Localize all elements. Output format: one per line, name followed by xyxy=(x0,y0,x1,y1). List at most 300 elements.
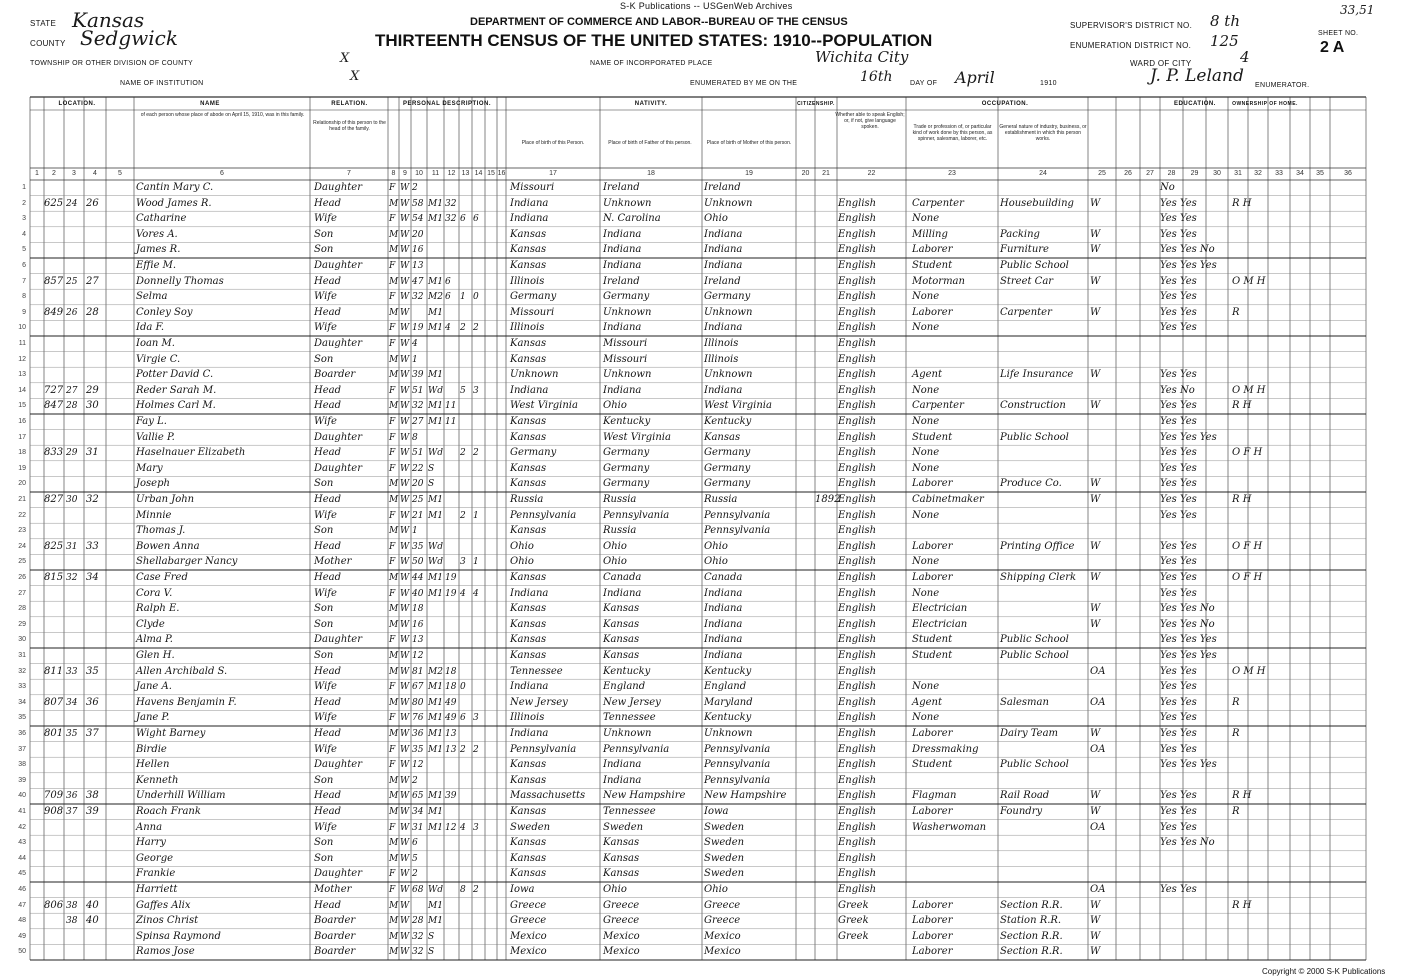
cell-ind: Dairy Team xyxy=(1000,728,1059,739)
cell-ms: M1 xyxy=(428,697,443,708)
row-number: 10 xyxy=(18,324,26,332)
cell-dw: 28 xyxy=(66,401,78,412)
cell-bp: Kansas xyxy=(510,416,547,427)
cell-fam: 38 xyxy=(86,790,99,802)
cell-born: 2 xyxy=(460,323,466,334)
cell-bf: Kansas xyxy=(603,618,640,630)
cell-ms: S xyxy=(428,463,435,474)
cell-age: 50 xyxy=(412,557,424,568)
cell-ms: M1 xyxy=(428,900,443,911)
cell-bp: Indiana xyxy=(510,213,549,225)
cell-race: W xyxy=(400,697,410,708)
cell-emp: OA xyxy=(1090,884,1106,895)
cell-bp: Kansas xyxy=(510,228,547,240)
cell-rel: Head xyxy=(314,790,342,802)
cell-bp: Greece xyxy=(510,899,547,911)
column-number: 33 xyxy=(1275,170,1283,177)
cell-rel: Son xyxy=(314,478,334,490)
cell-bf: West Virginia xyxy=(603,431,671,443)
cell-bp: Tennessee xyxy=(510,665,563,677)
row-number: 11 xyxy=(18,340,26,347)
place-label: NAME OF INCORPORATED PLACE xyxy=(590,60,713,67)
cell-lang: English xyxy=(838,634,877,646)
cell-born: 0 xyxy=(460,682,466,693)
cell-edu: Yes Yes Yes xyxy=(1160,431,1217,443)
cell-bf: Ohio xyxy=(603,556,627,568)
cell-name: Frankie xyxy=(136,868,176,880)
cell-bp: Kansas xyxy=(510,774,547,786)
cell-sex: F xyxy=(389,214,396,225)
cell-age: 36 xyxy=(412,729,424,739)
cell-bm: Germany xyxy=(704,462,751,474)
cell-yrs: 13 xyxy=(445,744,457,755)
cell-bm: Sweden xyxy=(704,868,745,880)
cell-name: Harry xyxy=(136,837,166,849)
section-relation: RELATION. xyxy=(331,101,368,107)
cell-sex: M xyxy=(389,947,399,958)
cell-bf: Germany xyxy=(603,462,650,474)
cell-sex: M xyxy=(389,526,399,537)
cell-born: 6 xyxy=(460,214,466,225)
row-number: 21 xyxy=(18,496,26,503)
cell-bf: Ireland xyxy=(603,182,640,193)
cell-sex: M xyxy=(389,931,399,942)
cell-bp: Indiana xyxy=(510,197,549,209)
cell-rel: Head xyxy=(314,806,342,817)
cell-trade: Agent xyxy=(912,696,942,708)
cell-rel: Wife xyxy=(314,291,337,303)
cell-trade: Student xyxy=(912,650,953,661)
cell-race: W xyxy=(400,541,410,552)
cell-sex: M xyxy=(389,401,399,412)
cell-rel: Son xyxy=(314,228,334,240)
cell-dw: 30 xyxy=(66,495,78,505)
cell-lang: English xyxy=(838,572,877,583)
row-number: 38 xyxy=(18,761,26,769)
cell-race: W xyxy=(400,651,410,661)
cell-bp: Missouri xyxy=(510,306,555,318)
cell-sex: M xyxy=(389,495,399,505)
row-number: 32 xyxy=(18,667,26,675)
cell-bf: Mexico xyxy=(603,946,640,958)
column-number: 17 xyxy=(549,170,557,177)
cell-sex: M xyxy=(389,276,399,287)
cell-name: Anna xyxy=(136,821,163,833)
cell-bf: New Hampshire xyxy=(603,790,686,802)
cell-liv: 2 xyxy=(473,323,479,334)
cell-name: Spinsa Raymond xyxy=(136,930,221,942)
cell-race: W xyxy=(400,853,410,864)
cell-emp: W xyxy=(1090,244,1101,256)
cell-edu: Yes Yes xyxy=(1160,400,1197,412)
cell-sex: F xyxy=(389,323,396,334)
cell-ind: Public School xyxy=(1000,431,1069,443)
state-value: Kansas xyxy=(72,8,145,32)
cell-edu: Yes Yes No xyxy=(1160,618,1215,630)
cell-bm: Pennsylvania xyxy=(704,759,771,771)
cell-lang: English xyxy=(838,821,877,833)
cell-sex: F xyxy=(389,448,396,459)
cell-race: W xyxy=(400,229,410,240)
cell-lang: English xyxy=(838,509,877,521)
cell-bf: Kentucky xyxy=(603,665,651,677)
cell-bf: Indiana xyxy=(603,260,642,271)
cell-sex: F xyxy=(389,292,396,303)
cell-sex: M xyxy=(389,229,399,240)
cell-ms: Wd xyxy=(428,885,444,895)
cell-emp: W xyxy=(1090,790,1101,802)
row-number: 41 xyxy=(18,808,26,815)
cell-rel: Boarder xyxy=(314,930,356,942)
cell-bm: Kentucky xyxy=(704,712,752,724)
cell-race: W xyxy=(400,729,410,739)
cell-bm: Pennsylvania xyxy=(704,743,771,755)
cell-ind: Street Car xyxy=(1000,275,1054,287)
cell-liv: 3 xyxy=(473,385,479,396)
cell-bp: Missouri xyxy=(510,182,555,193)
cell-bm: Pennsylvania xyxy=(704,509,771,521)
row-number: 23 xyxy=(18,527,26,535)
cell-yrs: 32 xyxy=(445,214,457,225)
cell-bf: Russia xyxy=(603,525,637,537)
section-education: EDUCATION. xyxy=(1174,101,1216,107)
cell-ms: M1 xyxy=(428,417,443,427)
cell-born: 4 xyxy=(460,822,466,833)
row-number: 6 xyxy=(22,262,26,269)
cell-edu: Yes Yes xyxy=(1160,821,1197,833)
cell-bm: Indiana xyxy=(704,244,743,256)
cell-age: 68 xyxy=(412,885,424,895)
cell-name: Ramos Jose xyxy=(136,946,195,958)
cell-age: 13 xyxy=(412,635,424,646)
cell-trade: Washerwoman xyxy=(912,821,987,833)
cell-rel: Head xyxy=(314,384,342,396)
cell-st: 727 xyxy=(44,384,64,396)
cell-lang: English xyxy=(838,603,877,615)
cell-trade: Electrician xyxy=(912,618,968,630)
cell-ind: Section R.R. xyxy=(1000,946,1063,958)
cell-fam: 37 xyxy=(86,728,99,739)
cell-sex: F xyxy=(389,588,396,599)
cell-ind: Carpenter xyxy=(1000,306,1052,318)
cell-ms: S xyxy=(428,947,435,958)
corner-number: 33,51 xyxy=(1340,3,1375,17)
cell-race: W xyxy=(400,183,410,193)
cell-bp: Germany xyxy=(510,447,557,459)
cell-yrs: 49 xyxy=(445,697,457,708)
cell-bp: Kansas xyxy=(510,353,547,365)
cell-race: W xyxy=(400,807,410,817)
cell-trade: None xyxy=(912,681,940,693)
cell-bf: N. Carolina xyxy=(603,213,661,225)
cell-trade: None xyxy=(912,462,940,474)
row-number: 8 xyxy=(22,293,26,301)
cell-age: 35 xyxy=(412,744,424,755)
cell-bf: Unknown xyxy=(603,197,652,209)
cell-age: 2 xyxy=(412,775,418,786)
sheet-label: SHEET NO. xyxy=(1318,30,1359,37)
cell-bm: New Hampshire xyxy=(704,790,787,802)
cell-rel: Wife xyxy=(314,416,337,427)
cell-ms: M1 xyxy=(428,214,443,225)
cell-lang: English xyxy=(838,790,877,802)
cell-age: 65 xyxy=(412,791,424,802)
cell-lang: English xyxy=(838,447,877,459)
cell-sex: F xyxy=(389,510,396,521)
cell-bp: Kansas xyxy=(510,525,547,537)
cell-own: O M H xyxy=(1232,665,1266,677)
cell-race: W xyxy=(400,198,410,209)
cell-race: W xyxy=(400,401,410,412)
cell-born: 2 xyxy=(460,448,466,459)
cell-rel: Head xyxy=(314,306,342,318)
cell-bp: Ohio xyxy=(510,540,534,552)
cell-rel: Son xyxy=(314,618,334,630)
cell-edu: Yes Yes No xyxy=(1160,837,1215,849)
cell-edu: No xyxy=(1160,182,1175,193)
row-number: 17 xyxy=(18,433,26,441)
cell-bf: Unknown xyxy=(603,306,652,318)
cell-trade: None xyxy=(912,384,940,396)
cell-bp: Germany xyxy=(510,291,557,303)
cell-name: Ida F. xyxy=(136,322,165,334)
cell-bp: Kansas xyxy=(510,462,547,474)
cell-imm: 1892 xyxy=(815,494,841,505)
cell-bm: Sweden xyxy=(704,837,745,849)
cell-bf: Indiana xyxy=(603,244,642,256)
cell-own: O F H xyxy=(1232,572,1263,583)
cell-ms: M2 xyxy=(428,292,443,303)
cell-name: Shellabarger Nancy xyxy=(136,556,238,568)
cell-sex: F xyxy=(389,385,396,396)
cell-trade: None xyxy=(912,213,940,225)
cell-name: Zinos Christ xyxy=(136,915,199,927)
cell-yrs: 6 xyxy=(445,292,451,303)
cell-yrs: 32 xyxy=(445,198,457,209)
cell-lang: English xyxy=(838,681,877,693)
cell-own: R xyxy=(1232,306,1240,318)
cell-rel: Head xyxy=(314,275,342,287)
cell-trade: Motorman xyxy=(912,275,965,287)
cell-ms: M1 xyxy=(428,495,443,505)
cell-race: W xyxy=(400,931,410,942)
cell-bp: Kansas xyxy=(510,572,547,583)
cell-emp: OA xyxy=(1090,821,1106,833)
cell-bm: Mexico xyxy=(704,930,741,942)
cell-lang: English xyxy=(838,431,877,443)
cell-bf: Indiana xyxy=(603,587,642,599)
cell-bm: Indiana xyxy=(704,634,743,646)
cell-lang: English xyxy=(838,759,877,771)
cell-sex: F xyxy=(389,760,396,771)
cell-race: W xyxy=(400,432,410,443)
column-number: 34 xyxy=(1296,170,1304,177)
column-header-birth-person: Place of birth of this Person. xyxy=(521,140,585,146)
department-title: DEPARTMENT OF COMMERCE AND LABOR--BUREAU OF THE CENSUS xyxy=(470,16,848,28)
enum-district-value: 125 xyxy=(1210,32,1239,50)
cell-name: Wight Barney xyxy=(136,728,206,739)
column-header-industry: General nature of industry, business, or establishment in which this person works. xyxy=(999,124,1087,142)
cell-name: Reder Sarah M. xyxy=(136,384,217,396)
column-number: 30 xyxy=(1213,170,1221,177)
cell-bp: Kansas xyxy=(510,603,547,615)
enumerated-label: ENUMERATED BY ME ON THE xyxy=(690,80,798,87)
cell-sex: M xyxy=(389,900,399,911)
column-number: 4 xyxy=(93,170,97,177)
cell-dw: 31 xyxy=(66,541,78,552)
cell-own: R xyxy=(1232,728,1240,739)
cell-ind: Section R.R. xyxy=(1000,930,1063,942)
cell-name: Virgie C. xyxy=(136,353,181,365)
cell-bp: Illinois xyxy=(510,322,545,334)
cell-fam: 29 xyxy=(86,384,99,396)
cell-st: 815 xyxy=(44,572,64,583)
cell-fam: 28 xyxy=(86,306,99,318)
cell-trade: Flagman xyxy=(912,790,957,802)
cell-yrs: 6 xyxy=(445,276,451,287)
cell-bp: Ohio xyxy=(510,556,534,568)
column-number: 28 xyxy=(1167,170,1176,177)
cell-edu: Yes Yes No xyxy=(1160,603,1215,615)
cell-dw: 38 xyxy=(66,916,78,927)
cell-sex: M xyxy=(389,245,399,256)
cell-rel: Daughter xyxy=(314,182,362,193)
cell-bf: Indiana xyxy=(603,774,642,786)
cell-sex: M xyxy=(389,916,399,927)
cell-bm: Pennsylvania xyxy=(704,774,771,786)
cell-lang: English xyxy=(838,494,877,505)
cell-sex: M xyxy=(389,651,399,661)
cell-liv: 2 xyxy=(473,885,479,895)
cell-bm: Germany xyxy=(704,291,751,303)
cell-bf: Greece xyxy=(603,899,640,911)
row-number: 14 xyxy=(18,386,26,394)
cell-yrs: 11 xyxy=(445,417,457,427)
cell-ind: Public School xyxy=(1000,634,1069,646)
cell-ind: Salesman xyxy=(1000,696,1049,708)
cell-own: O F H xyxy=(1232,540,1263,552)
cell-rel: Boarder xyxy=(314,915,356,927)
cell-bm: Indiana xyxy=(704,603,743,615)
column-number: 3 xyxy=(72,170,76,177)
cell-own: R xyxy=(1232,696,1240,708)
cell-emp: W xyxy=(1090,197,1101,209)
cell-edu: Yes Yes xyxy=(1160,556,1197,568)
cell-dw: 24 xyxy=(66,198,78,209)
cell-lang: English xyxy=(838,525,877,537)
cell-sex: M xyxy=(389,853,399,864)
cell-trade: Student xyxy=(912,634,953,646)
cell-rel: Head xyxy=(314,696,342,708)
cell-bf: Kentucky xyxy=(603,416,651,427)
cell-race: W xyxy=(400,307,410,318)
section-occupation: OCCUPATION. xyxy=(981,101,1029,107)
cell-trade: Student xyxy=(912,431,953,443)
day-of-label: DAY OF xyxy=(910,80,938,87)
column-number: 14 xyxy=(474,170,483,177)
cell-bp: Indiana xyxy=(510,384,549,396)
cell-bf: Kansas xyxy=(603,852,640,864)
section-location: LOCATION. xyxy=(58,101,96,107)
section-name: NAME xyxy=(200,101,220,107)
cell-bf: Greece xyxy=(603,915,640,927)
cell-sex: F xyxy=(389,682,396,693)
cell-age: 1 xyxy=(412,526,418,537)
cell-rel: Daughter xyxy=(314,462,362,474)
column-number: 32 xyxy=(1254,170,1262,177)
cell-rel: Mother xyxy=(314,884,352,895)
cell-age: 22 xyxy=(412,463,424,474)
cell-st: 801 xyxy=(44,728,64,739)
cell-liv: 4 xyxy=(473,588,479,599)
cell-lang: English xyxy=(838,400,877,412)
cell-bf: Russia xyxy=(603,494,637,505)
cell-lang: English xyxy=(838,291,877,303)
cell-lang: English xyxy=(838,665,877,677)
cell-edu: Yes Yes xyxy=(1160,291,1197,303)
cell-rel: Son xyxy=(314,525,334,537)
cell-dw: 32 xyxy=(66,573,78,583)
cell-race: W xyxy=(400,604,410,615)
cell-edu: Yes Yes xyxy=(1160,197,1197,209)
page-title: THIRTEENTH CENSUS OF THE UNITED STATES: 1910--POPULATION xyxy=(375,31,933,50)
cell-rel: Daughter xyxy=(314,634,362,646)
cell-bp: Kansas xyxy=(510,634,547,646)
cell-ms: M1 xyxy=(428,682,443,693)
cell-age: 4 xyxy=(412,339,418,349)
cell-rel: Boarder xyxy=(314,946,356,958)
cell-ms: M1 xyxy=(428,916,443,927)
cell-trade: Laborer xyxy=(912,806,953,817)
cell-age: 8 xyxy=(412,432,418,443)
cell-lang: English xyxy=(838,462,877,474)
cell-age: 20 xyxy=(412,479,424,490)
cell-name: George xyxy=(136,852,174,864)
cell-name: Fay L. xyxy=(136,416,167,427)
cell-sex: M xyxy=(389,838,399,849)
cell-edu: Yes Yes xyxy=(1160,712,1197,724)
cell-bp: Kansas xyxy=(510,759,547,771)
row-number: 39 xyxy=(18,776,26,784)
cell-age: 54 xyxy=(412,214,424,225)
row-number: 19 xyxy=(18,464,26,472)
cell-rel: Son xyxy=(314,244,334,256)
cell-emp: W xyxy=(1090,572,1101,583)
cell-age: 18 xyxy=(412,604,424,615)
row-number: 12 xyxy=(18,355,26,363)
cell-trade: Laborer xyxy=(912,899,953,911)
cell-race: W xyxy=(400,947,410,958)
copyright: Copyright © 2000 S-K Publications xyxy=(1262,967,1386,976)
supervisor-value: 8 th xyxy=(1210,12,1240,30)
cell-race: W xyxy=(400,619,410,630)
enum-district-label: ENUMERATION DISTRICT NO. xyxy=(1070,41,1192,50)
cell-edu: Yes Yes xyxy=(1160,540,1197,552)
row-number: 47 xyxy=(18,901,26,909)
cell-rel: Son xyxy=(314,852,334,864)
cell-bm: Canada xyxy=(704,572,743,583)
cell-name: Havens Benjamin F. xyxy=(136,696,237,708)
cell-emp: W xyxy=(1090,930,1101,942)
cell-lang: English xyxy=(838,353,877,365)
column-number: 5 xyxy=(118,170,122,177)
cell-rel: Head xyxy=(314,665,342,677)
cell-bm: Ohio xyxy=(704,556,728,568)
cell-emp: OA xyxy=(1090,696,1106,708)
cell-race: W xyxy=(400,791,410,802)
cell-lang: Greek xyxy=(838,930,869,942)
cell-age: 67 xyxy=(412,682,424,693)
